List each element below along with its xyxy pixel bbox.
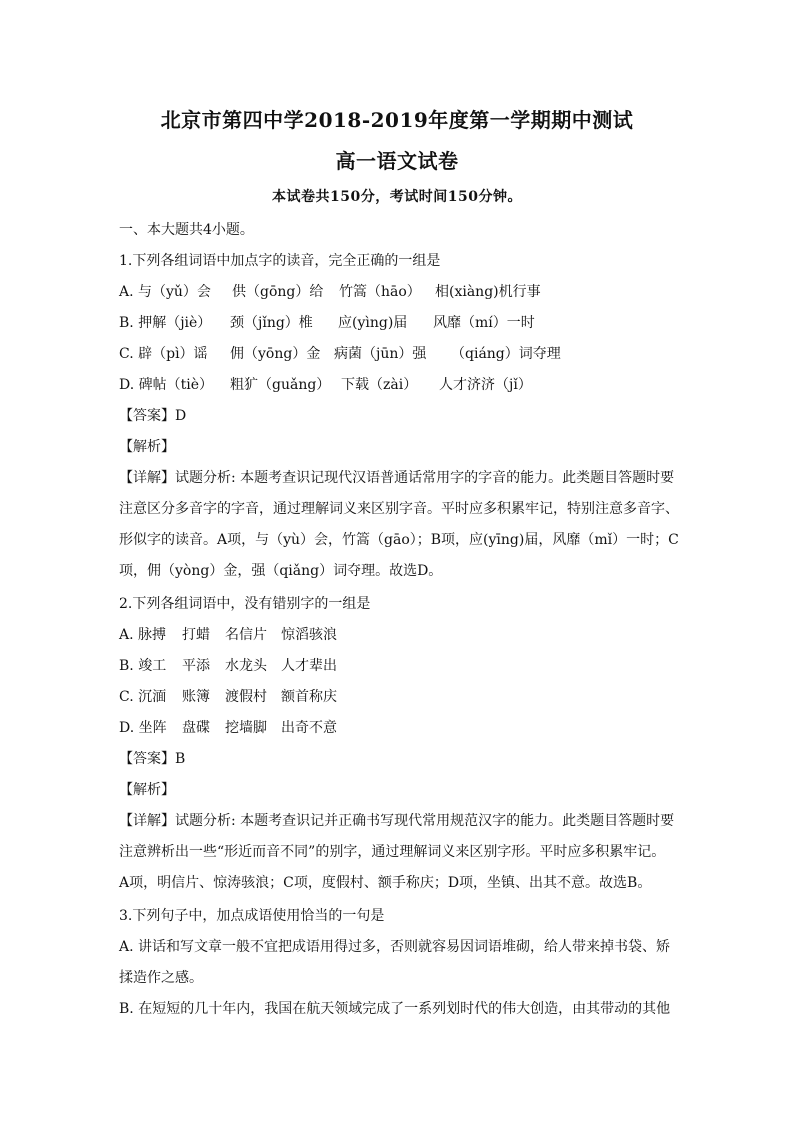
q1-a-item-3: 竹篙（hāo） (339, 284, 421, 300)
q2-b-item-2: 平添 (182, 658, 210, 674)
q1-c-item-2: 佣（yōng）金 (230, 346, 321, 362)
q1-d-item-4: 人才济济（jǐ） (439, 377, 532, 393)
q1-detail-line: 项，佣（yòng）金，强（qiǎng）词夺理。故选D。 (119, 563, 443, 579)
q2-a-item-1: A. 脉搏 (119, 627, 167, 643)
q2-stem: 2.下列各组词语中，没有错别字的一组是 (119, 596, 371, 612)
exam-info: 本试卷共150分，考试时间150分钟。 (272, 189, 522, 205)
q2-b-item-3: 水龙头 (225, 658, 267, 674)
q3-option-a-line: A. 讲话和写文章一般不宜把成语用得过多，否则就容易因词语堆砌，给人带来掉书袋、矫 (119, 939, 671, 955)
q2-c-item-3: 渡假村 (225, 689, 267, 705)
q3-stem: 3.下列句子中，加点成语使用恰当的一句是 (119, 908, 385, 924)
q2-a-item-3: 名信片 (225, 627, 267, 643)
q2-a-item-2: 打蜡 (182, 627, 210, 643)
q2-d-item-1: D. 坐阵 (119, 720, 167, 736)
q1-b-item-2: 颈（jǐng）椎 (230, 315, 313, 331)
q2-d-item-2: 盘碟 (182, 720, 210, 736)
q1-answer: 【答案】D (119, 408, 187, 424)
q1-c-item-4: （qiáng）词夺理 (451, 346, 561, 362)
q3-option-b-line: B. 在短短的几十年内，我国在航天领域完成了一系列划时代的伟大创造，由其带动的其他 (119, 1001, 671, 1017)
q2-answer: 【答案】B (119, 751, 186, 767)
section-header: 一、本大题共4小题。 (119, 222, 254, 238)
q2-c-item-1: C. 沉湎 (119, 689, 167, 705)
q2-d-item-3: 挖墙脚 (225, 720, 267, 736)
q1-b-item-1: B. 押解（jiè） (119, 315, 212, 331)
exam-title: 北京市第四中学2018-2019年度第一学期期中测试 (160, 108, 634, 132)
q1-d-item-3: 下载（zài） (341, 377, 418, 393)
q1-c-item-1: C. 辟（pì）谣 (119, 346, 208, 362)
q3-option-a-line: 揉造作之感。 (119, 970, 203, 986)
q2-c-item-4: 额首称庆 (281, 689, 337, 705)
q2-detail-line: A项，明信片、惊涛骇浪；C项，度假村、额手称庆；D项，坐镇、出其不意。故选B。 (119, 875, 652, 891)
exam-subtitle: 高一语文试卷 (335, 149, 459, 173)
q1-d-item-1: D. 碑帖（tiè） (119, 377, 214, 393)
q1-a-item-1: A. 与（yǔ）会 (119, 284, 211, 300)
q1-a-item-4: 相(xiàng)机行事 (435, 284, 541, 300)
q2-a-item-4: 惊滔骇浪 (281, 627, 337, 643)
q1-detail-line: 注意区分多音字的字音，通过理解词义来区别字音。平时应多积累牢记，特别注意多音字、 (119, 501, 679, 517)
q2-detail-line: 【详解】试题分析: 本题考查识记并正确书写现代常用规范汉字的能力。此类题目答题时要 (119, 813, 675, 829)
q2-b-item-1: B. 竣工 (119, 658, 167, 674)
q1-d-item-2: 粗犷（guǎng） (230, 377, 331, 393)
q1-analysis-label: 【解析】 (119, 439, 175, 455)
q2-c-item-2: 账簿 (182, 689, 210, 705)
q2-analysis-label: 【解析】 (119, 782, 175, 798)
q1-c-item-3: 病菌（jūn）强 (334, 346, 427, 362)
q1-b-item-3: 应(yìng)届 (338, 315, 408, 331)
q2-b-item-4: 人才辈出 (281, 658, 337, 674)
q1-detail-line: 形似字的读音。A项，与（yù）会，竹篙（gāo）；B项，应(yīng)届，风靡（mǐ）一时；C (119, 532, 679, 548)
q1-stem: 1.下列各组词语中加点字的读音，完全正确的一组是 (119, 253, 441, 269)
q2-detail-line: 注意辨析出一些“形近而音不同”的别字，通过理解词义来区别字形。平时应多积累牢记。 (119, 844, 666, 860)
q1-detail-line: 【详解】试题分析: 本题考查识记现代汉语普通话常用字的字音的能力。此类题目答题时要 (119, 470, 675, 486)
q1-a-item-2: 供（gōng）给 (232, 284, 324, 300)
q1-b-item-4: 风靡（mí）一时 (433, 315, 535, 331)
q2-d-item-4: 出奇不意 (281, 720, 337, 736)
